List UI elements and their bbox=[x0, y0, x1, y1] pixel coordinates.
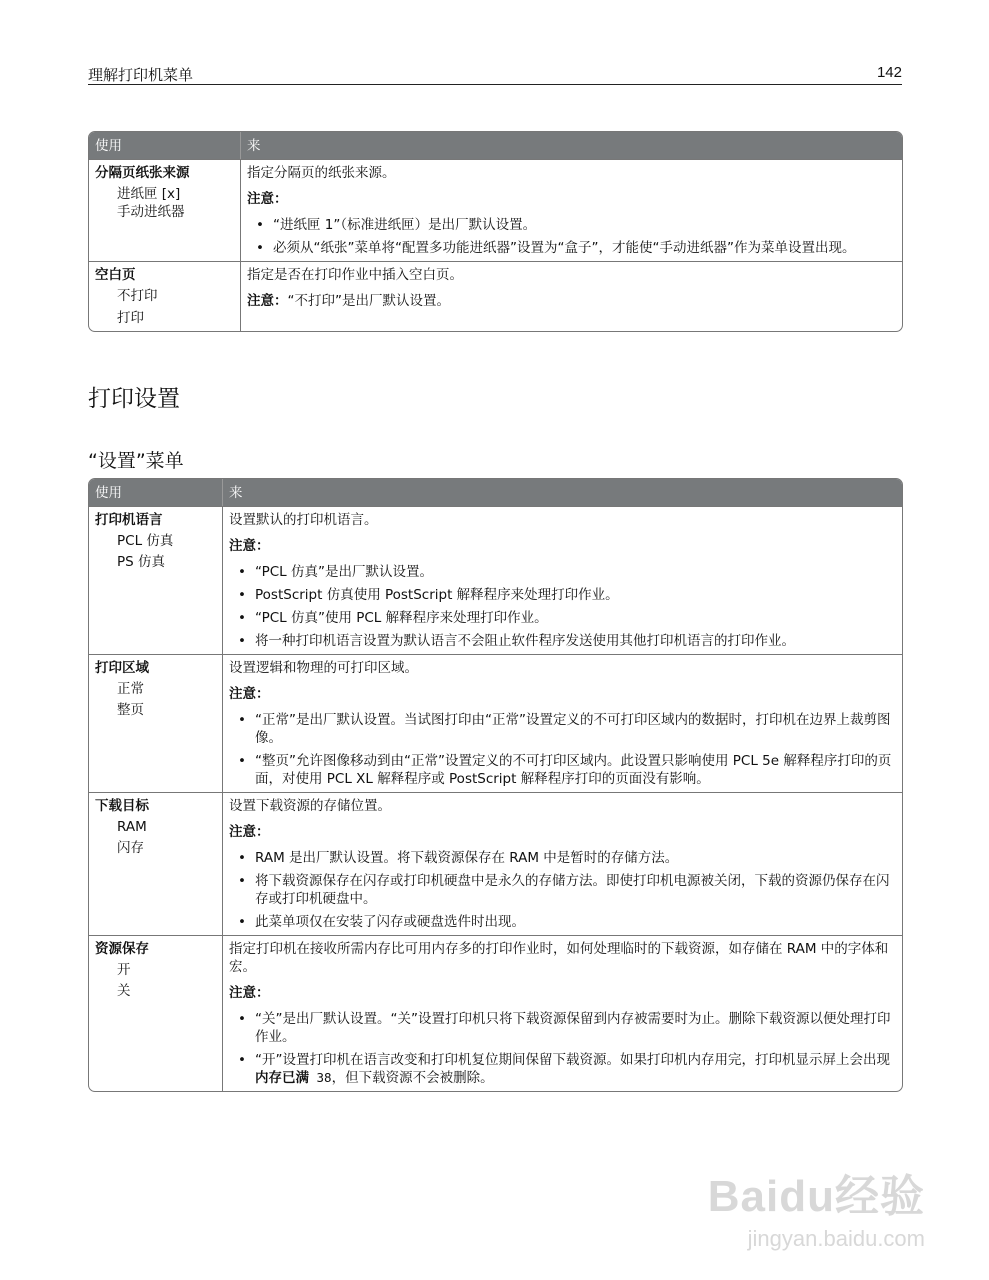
page-number: 142 bbox=[876, 64, 902, 81]
note-bullet-text: “开”设置打印机在语言改变和打印机复位期间保留下载资源。如果打印机内存用完，打印机显示屏上会出现 bbox=[255, 1052, 890, 1068]
separator-table bbox=[88, 131, 903, 332]
table-row bbox=[89, 654, 902, 792]
menu-option: 关 bbox=[117, 983, 131, 999]
note-bullet: • 将一种打印机语言设置为默认语言不会阻止软件程序发送使用其他打印机语言的打印作业。 bbox=[229, 632, 896, 650]
menu-option: 打印 bbox=[117, 310, 144, 326]
watermark bbox=[708, 1160, 925, 1252]
description: 设置默认的打印机语言。 bbox=[229, 512, 378, 528]
note-bullet bbox=[229, 1051, 896, 1087]
note-bullet: • “关”是出厂默认设置。“关”设置打印机只将下载资源保留到内存被需要时为止。删除下载资源以便处理打印作业。 bbox=[229, 1010, 896, 1046]
column-header-use: 使用 bbox=[89, 479, 223, 506]
table-row bbox=[89, 792, 902, 935]
error-code: 38 bbox=[309, 1070, 332, 1085]
menu-option: 进纸匣 [x] bbox=[117, 186, 181, 202]
table-header bbox=[89, 132, 902, 159]
note-bullet-text: ，但下载资源不会被删除。 bbox=[331, 1070, 494, 1086]
menu-item-name: 下载目标 bbox=[95, 798, 149, 814]
note-label: 注意： bbox=[247, 293, 288, 309]
table-row bbox=[89, 506, 902, 654]
column-header-for: 来 bbox=[247, 138, 261, 154]
note-label: 注意： bbox=[229, 538, 270, 554]
menu-option: 开 bbox=[117, 962, 131, 978]
menu-option: 整页 bbox=[117, 702, 144, 718]
menu-item-name: 分隔页纸张来源 bbox=[95, 165, 190, 181]
note-bullet: • RAM 是出厂默认设置。将下载资源保存在 RAM 中是暂时的存储方法。 bbox=[229, 849, 896, 867]
note-label: 注意： bbox=[229, 824, 270, 840]
note-bullet: • “PCL 仿真”是出厂默认设置。 bbox=[229, 563, 896, 581]
menu-option: 不打印 bbox=[117, 288, 158, 304]
note-bullet: • “正常”是出厂默认设置。当试图打印由“正常”设置定义的不可打印区域内的数据时，打印机在边界上裁剪图像。 bbox=[229, 711, 896, 747]
menu-option: 正常 bbox=[117, 681, 144, 697]
menu-option: 闪存 bbox=[117, 840, 144, 856]
table-row bbox=[89, 935, 902, 1091]
menu-option: 手动进纸器 bbox=[117, 204, 185, 220]
note-bullet: • “PCL 仿真”使用 PCL 解释程序来处理打印作业。 bbox=[229, 609, 896, 627]
note-bullet: • “整页”允许图像移动到由“正常”设置定义的不可打印区域内。此设置只影响使用 PCL 5e 解释程序打印的页面，对使用 PCL XL 解释程序或 PostScript 解释程序打印的页面没有影响。 bbox=[229, 752, 896, 788]
subsection-heading: “设置”菜单 bbox=[88, 450, 184, 472]
note-label: 注意： bbox=[247, 191, 288, 207]
menu-option: RAM bbox=[117, 819, 147, 835]
description: 指定打印机在接收所需内存比可用内存多的打印作业时，如何处理临时的下载资源，如存储在 RAM 中的字体和宏。 bbox=[229, 941, 889, 975]
setup-menu-table bbox=[88, 478, 903, 1092]
column-header-for: 来 bbox=[229, 485, 243, 501]
menu-item-name: 资源保存 bbox=[95, 941, 149, 957]
description: 指定分隔页的纸张来源。 bbox=[247, 165, 396, 181]
column-header-use: 使用 bbox=[89, 132, 241, 159]
description: 设置逻辑和物理的可打印区域。 bbox=[229, 660, 418, 676]
note-text: “不打印”是出厂默认设置。 bbox=[287, 293, 450, 309]
note-bullet: • 将下载资源保存在闪存或打印机硬盘中是永久的存储方法。即使打印机电源被关闭，下载的资源仍保存在闪存或打印机硬盘中。 bbox=[229, 872, 896, 908]
page-header bbox=[88, 62, 902, 85]
menu-option: PCL 仿真 bbox=[117, 533, 174, 549]
menu-item-name: 打印机语言 bbox=[95, 512, 163, 528]
menu-item-name: 打印区域 bbox=[95, 660, 149, 676]
note-bullet: • 必须从“纸张”菜单将“配置多功能进纸器”设置为“盒子”，才能使“手动进纸器”作为菜单设置出现。 bbox=[247, 239, 896, 257]
watermark-brand: Baidu经验 bbox=[707, 1172, 925, 1221]
note-label: 注意： bbox=[229, 686, 270, 702]
note-bullet: • PostScript 仿真使用 PostScript 解释程序来处理打印作业。 bbox=[229, 586, 896, 604]
section-heading: 打印设置 bbox=[88, 386, 180, 412]
table-header bbox=[89, 479, 902, 506]
description: 设置下载资源的存储位置。 bbox=[229, 798, 391, 814]
watermark-url: jingyan.baidu.com bbox=[747, 1226, 925, 1251]
description: 指定是否在打印作业中插入空白页。 bbox=[247, 267, 463, 283]
note-bullet: • “进纸匣 1”（标准进纸匣）是出厂默认设置。 bbox=[247, 216, 896, 234]
table-row bbox=[89, 261, 902, 331]
header-title: 理解打印机菜单 bbox=[88, 66, 194, 84]
note-label: 注意： bbox=[229, 985, 270, 1001]
table-row bbox=[89, 159, 902, 261]
note-bullet: • 此菜单项仅在安装了闪存或硬盘选件时出现。 bbox=[229, 913, 896, 931]
menu-item-name: 空白页 bbox=[95, 267, 136, 283]
menu-option: PS 仿真 bbox=[117, 554, 166, 570]
memory-full-message: 内存已满 bbox=[255, 1070, 309, 1086]
